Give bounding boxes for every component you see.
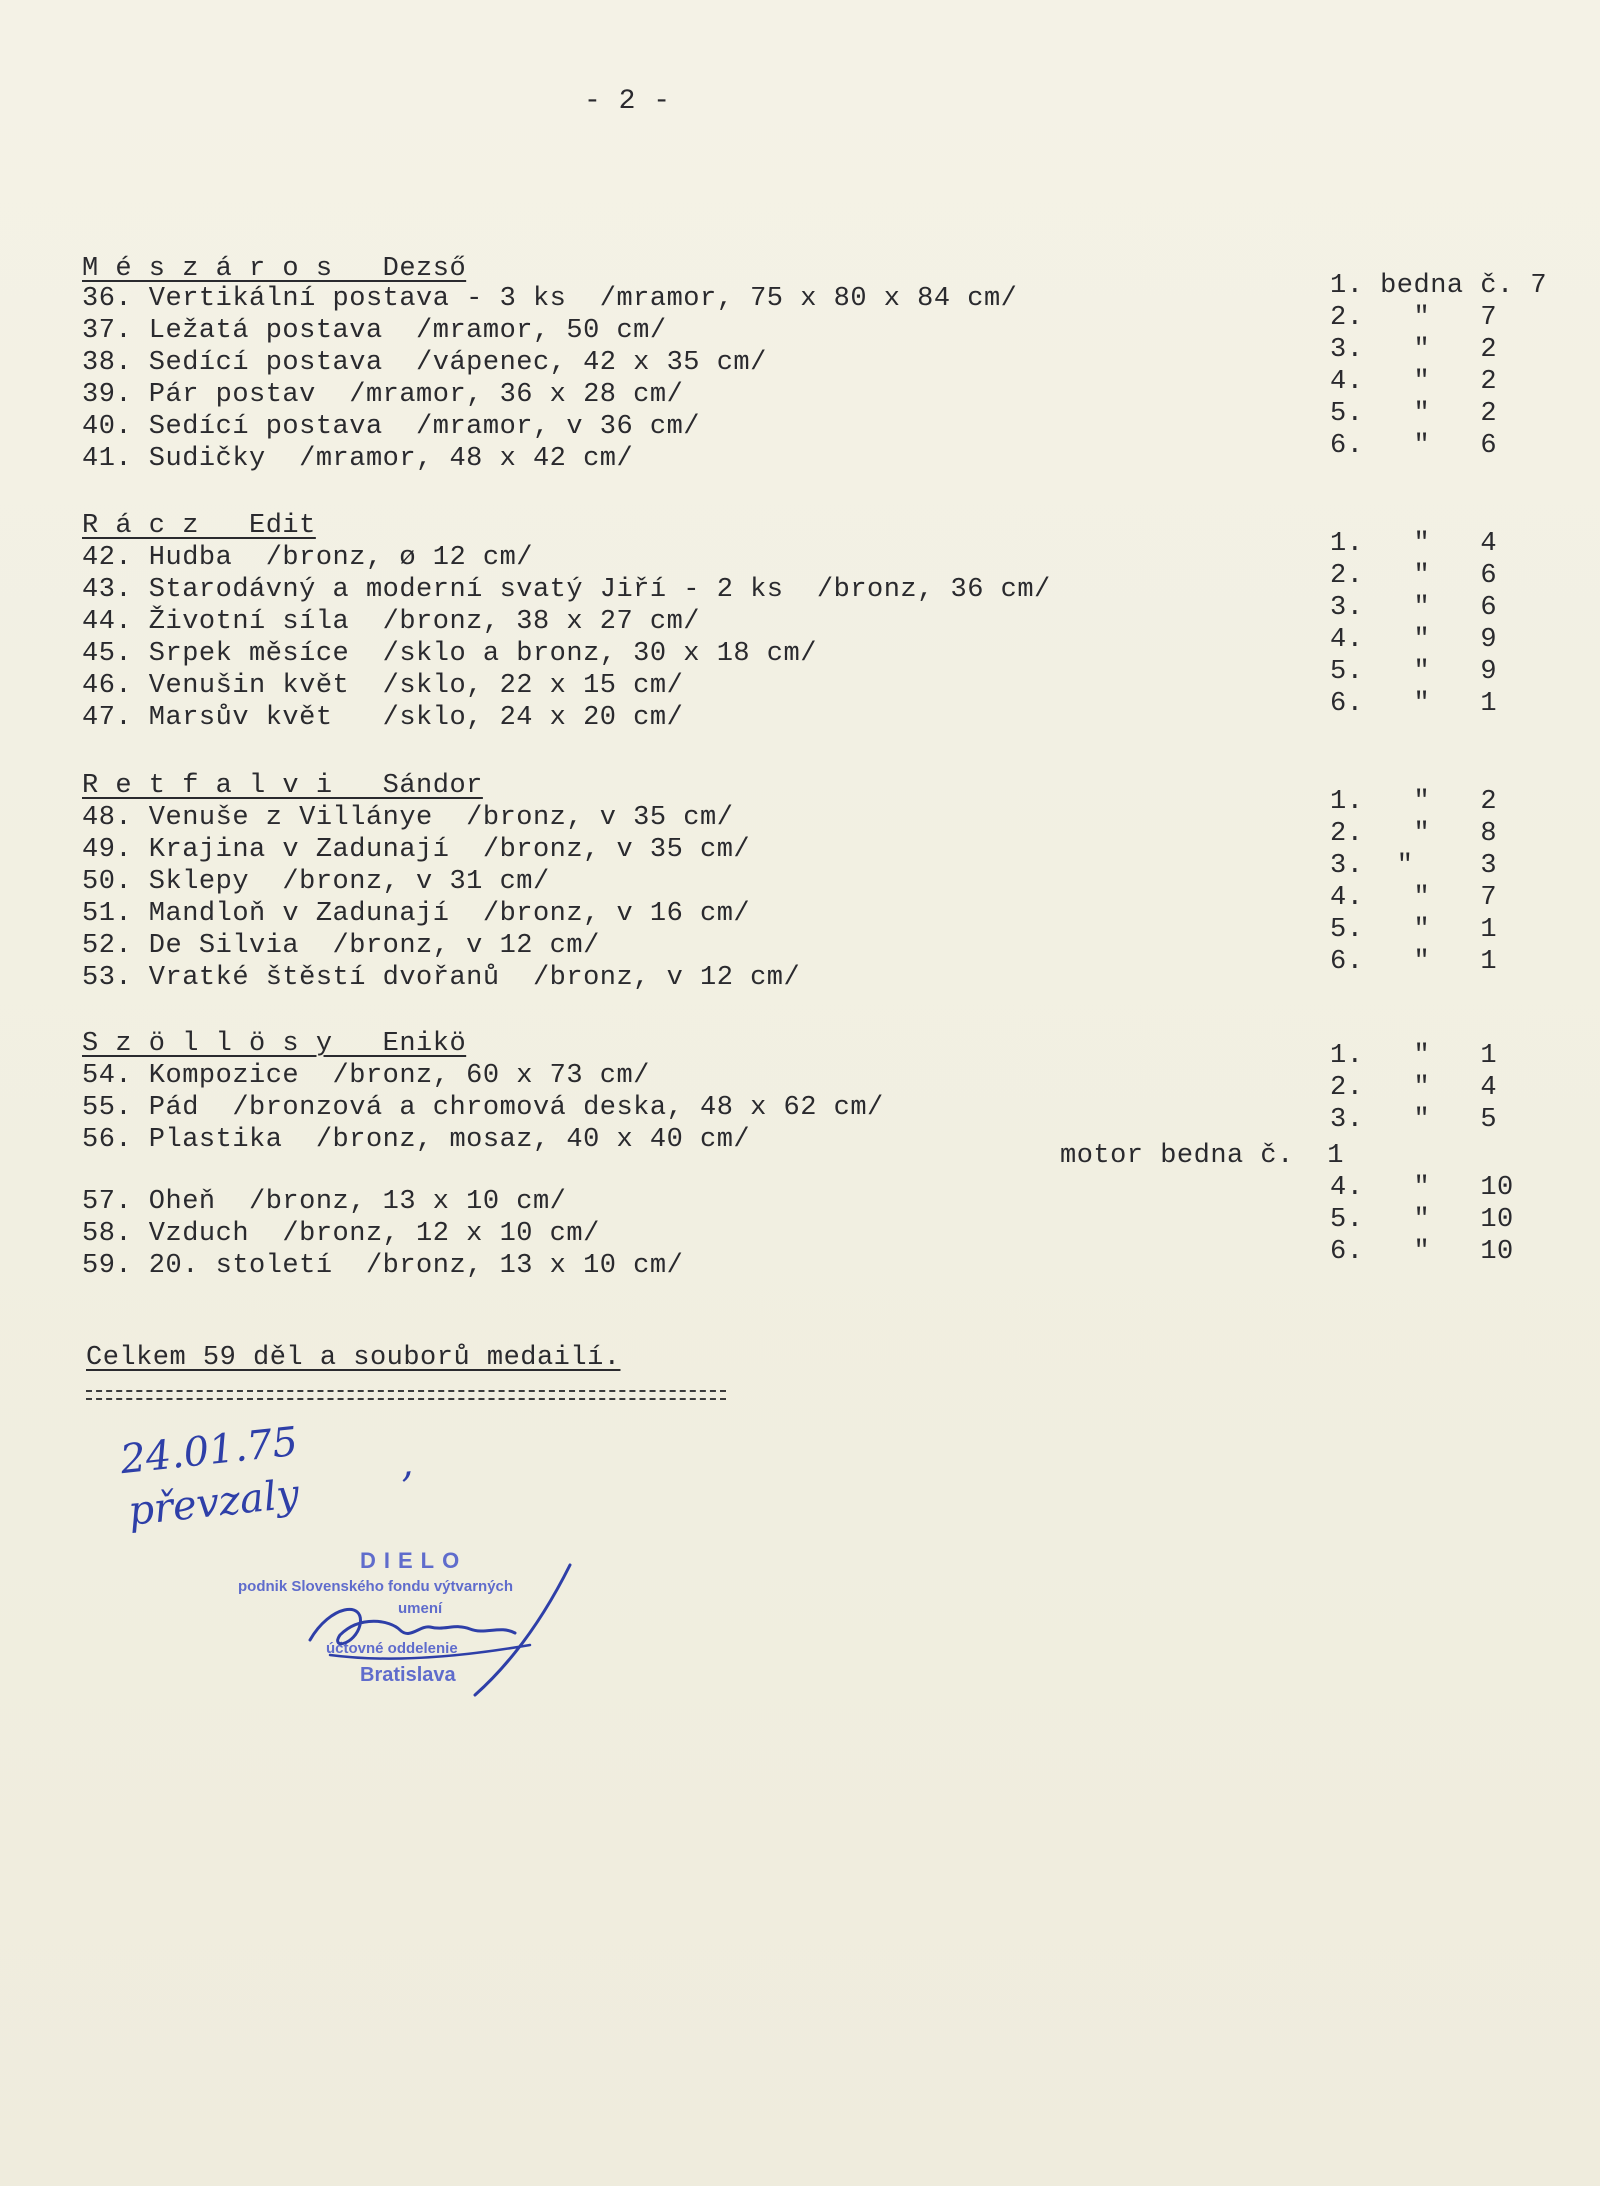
- list-item: 53. Vratké štěstí dvořanů /bronz, v 12 cm/: [82, 963, 801, 993]
- list-item: 57. Oheň /bronz, 13 x 10 cm/: [82, 1187, 567, 1217]
- crate-slot: 1. bedna č. 7: [1330, 271, 1548, 301]
- crate-slot: 2. " 6: [1330, 561, 1498, 591]
- total-line: Celkem 59 děl a souborů medailí.: [86, 1343, 621, 1373]
- crate-slot: 6. " 10: [1330, 1237, 1514, 1267]
- list-item: 36. Vertikální postava - 3 ks /mramor, 75 x 80 x 84 cm/: [82, 284, 1018, 314]
- list-item: 38. Sedící postava /vápenec, 42 x 35 cm/: [82, 348, 767, 378]
- stamp-line: účtovné oddelenie: [326, 1640, 458, 1657]
- crate-slot: 6. " 1: [1330, 947, 1498, 977]
- list-item: 51. Mandloň v Zadunají /bronz, v 16 cm/: [82, 899, 751, 929]
- crate-slot: 5. " 2: [1330, 399, 1498, 429]
- crate-slot: 4. " 7: [1330, 883, 1498, 913]
- crate-slot: 4. " 9: [1330, 625, 1498, 655]
- list-item: 56. Plastika /bronz, mosaz, 40 x 40 cm/: [82, 1125, 751, 1155]
- list-item: 40. Sedící postava /mramor, v 36 cm/: [82, 412, 700, 442]
- stamp-line: podnik Slovenského fondu výtvarných: [238, 1578, 514, 1595]
- list-item: 42. Hudba /bronz, ø 12 cm/: [82, 543, 533, 573]
- crate-slot: 5. " 1: [1330, 915, 1498, 945]
- section-author: M é s z á r o s Dezső: [82, 254, 467, 284]
- section-author: S z ö l l ö s y Enikö: [82, 1029, 467, 1059]
- handwritten-date: 24.01.75: [118, 1418, 301, 1484]
- crate-slot: 2. " 7: [1330, 303, 1498, 333]
- stamp-line: umení: [398, 1600, 443, 1617]
- double-rule: [86, 1390, 726, 1392]
- list-item: 54. Kompozice /bronz, 60 x 73 cm/: [82, 1061, 650, 1091]
- list-item: 46. Venušin květ /sklo, 22 x 15 cm/: [82, 671, 684, 701]
- list-item: 52. De Silvia /bronz, v 12 cm/: [82, 931, 600, 961]
- list-item: 44. Životní síla /bronz, 38 x 27 cm/: [82, 607, 700, 637]
- stamp-line: DIELO: [360, 1548, 468, 1573]
- list-item: 58. Vzduch /bronz, 12 x 10 cm/: [82, 1219, 600, 1249]
- list-item: 39. Pár postav /mramor, 36 x 28 cm/: [82, 380, 684, 410]
- crate-slot: 4. " 10: [1330, 1173, 1514, 1203]
- list-item: 49. Krajina v Zadunají /bronz, v 35 cm/: [82, 835, 751, 865]
- crate-slot: 5. " 9: [1330, 657, 1498, 687]
- crate-slot: 4. " 2: [1330, 367, 1498, 397]
- list-item: 41. Sudičky /mramor, 48 x 42 cm/: [82, 444, 634, 474]
- crate-slot: 3. " 2: [1330, 335, 1498, 365]
- crate-slot: 1. " 2: [1330, 787, 1498, 817]
- crate-slot: 3. " 3: [1330, 851, 1498, 881]
- list-item: 37. Ležatá postava /mramor, 50 cm/: [82, 316, 667, 346]
- motor-crate-note: motor bedna č. 1: [1060, 1141, 1344, 1171]
- crate-slot: 2. " 4: [1330, 1073, 1498, 1103]
- crate-slot: 1. " 4: [1330, 529, 1498, 559]
- list-item: 45. Srpek měsíce /sklo a bronz, 30 x 18 cm/: [82, 639, 817, 669]
- stamp-line: Bratislava: [360, 1664, 456, 1686]
- list-item: 48. Venuše z Villánye /bronz, v 35 cm/: [82, 803, 734, 833]
- crate-slot: 6. " 6: [1330, 431, 1498, 461]
- crate-slot: 6. " 1: [1330, 689, 1498, 719]
- section-author: R á c z Edit: [82, 511, 316, 541]
- list-item: 59. 20. století /bronz, 13 x 10 cm/: [82, 1251, 684, 1281]
- list-item: 55. Pád /bronzová a chromová deska, 48 x 62 cm/: [82, 1093, 884, 1123]
- list-item: 47. Marsův květ /sklo, 24 x 20 cm/: [82, 703, 684, 733]
- section-author: R e t f a l v i Sándor: [82, 771, 483, 801]
- crate-slot: 3. " 5: [1330, 1105, 1498, 1135]
- signature: [270, 1545, 600, 1705]
- list-item: 43. Starodávný a moderní svatý Jiří - 2 ks /bronz, 36 cm/: [82, 575, 1051, 605]
- page-number: - 2 -: [584, 86, 671, 117]
- crate-slot: 5. " 10: [1330, 1205, 1514, 1235]
- handwritten-word: převzaly: [126, 1471, 302, 1535]
- crate-slot: 1. " 1: [1330, 1041, 1498, 1071]
- list-item: 50. Sklepy /bronz, v 31 cm/: [82, 867, 550, 897]
- crate-slot: 2. " 8: [1330, 819, 1498, 849]
- handwritten-mark: ,: [397, 1439, 416, 1487]
- crate-slot: 3. " 6: [1330, 593, 1498, 623]
- double-rule: [86, 1398, 726, 1400]
